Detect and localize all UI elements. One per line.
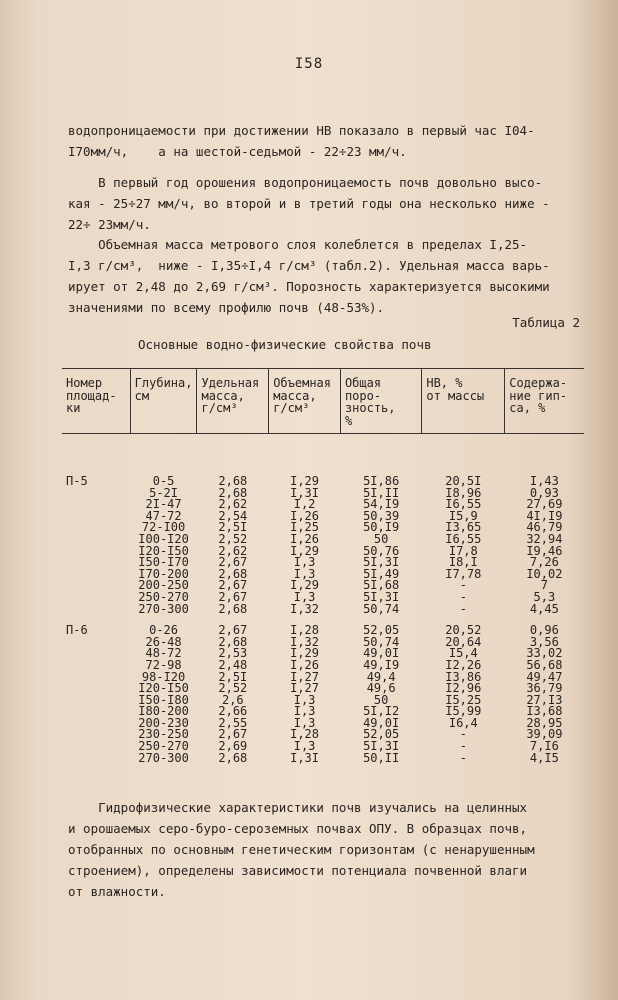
cell-specific-mass: 2,68 — [218, 566, 248, 581]
cell-specific-mass: 2,68 — [218, 601, 248, 616]
table-label: Таблица 2 — [512, 315, 580, 330]
cell-specific-mass: 2,68 — [218, 634, 248, 649]
cell-site — [62, 695, 130, 707]
cell-porosity: 5I,49 — [363, 566, 400, 581]
cell-bulk-density: I,26 — [290, 657, 320, 672]
cell-specific-mass: 2,52 — [218, 681, 248, 696]
cell-field-capacity: I5,99 — [445, 704, 482, 719]
cell-site — [62, 741, 130, 753]
cell-field-capacity: I3,86 — [445, 669, 482, 684]
cell-site — [62, 592, 130, 604]
cell-depth: I20-I50 — [138, 543, 189, 558]
cell-field-capacity: - — [459, 750, 467, 765]
cell-site — [62, 683, 130, 695]
cell-specific-mass: 2,67 — [218, 578, 248, 593]
header-specific-mass: Удельная масса, г/см³ — [197, 369, 269, 434]
cell-site — [62, 488, 130, 500]
cell-field-capacity: - — [459, 589, 467, 604]
cell-field-capacity: - — [459, 578, 467, 593]
cell-field-capacity: I7,8 — [448, 543, 478, 558]
cell-specific-mass: 2,52 — [218, 531, 248, 546]
cell-porosity: 50,74 — [363, 634, 400, 649]
cell-site — [62, 648, 130, 660]
cell-gypsum: 5,3 — [533, 589, 556, 604]
cell-bulk-density: I,29 — [290, 474, 320, 488]
cell-gypsum: 32,94 — [526, 531, 563, 546]
cell-specific-mass: 2,68 — [218, 485, 248, 500]
cell-specific-mass: 2,67 — [218, 555, 248, 570]
paragraph-permeability: водопроницаемости при достижении НВ показало в первый час I04- I70мм/ч, а на шестой-седьмой - 22÷23 мм/ч. — [68, 123, 535, 159]
table-row — [62, 637, 584, 649]
cell-bulk-density: I,3 — [293, 589, 316, 604]
cell-site — [62, 522, 130, 534]
cell-specific-mass: 2,62 — [218, 497, 248, 512]
cell-specific-mass: 2,54 — [218, 508, 248, 523]
paragraph-bulk-density: Объемная масса метрового слоя колеблется в пределах I,25- I,3 г/см³, ниже - I,35÷I,4 г/см³ (табл.2). Удельная масса варь- ирует от 2,48 до 2,69 г/см³. Порозность характеризуется высокими значениями по всему профилю почв (48-53%). — [68, 237, 550, 315]
cell-specific-mass: 2,69 — [218, 739, 248, 754]
cell-gypsum: 46,79 — [526, 520, 563, 535]
table-group-gap — [62, 615, 584, 625]
cell-site — [62, 569, 130, 581]
table-row — [62, 499, 584, 511]
cell-bulk-density: I,3 — [293, 704, 316, 719]
cell-depth: I50-I80 — [138, 692, 189, 707]
cell-site — [62, 706, 130, 718]
header-site: Номер площад- ки — [62, 369, 130, 434]
cell-gypsum: 7,I6 — [529, 739, 559, 754]
cell-site — [62, 546, 130, 558]
cell-depth: 26-48 — [145, 634, 182, 649]
cell-field-capacity: 20,5I — [445, 474, 482, 488]
header-depth: Глубина, см — [130, 369, 197, 434]
cell-site — [62, 534, 130, 546]
cell-depth: 72-I00 — [141, 520, 186, 535]
cell-bulk-density: I,25 — [290, 520, 320, 535]
table-row — [62, 753, 584, 765]
cell-depth: 2I-47 — [145, 497, 182, 512]
cell-bulk-density: I,27 — [290, 681, 320, 696]
cell-gypsum: 49,47 — [526, 669, 563, 684]
table-spacer — [62, 434, 584, 477]
cell-gypsum: 0,93 — [529, 485, 559, 500]
cell-depth: I80-200 — [138, 704, 189, 719]
cell-depth: 200-250 — [138, 578, 189, 593]
cell-depth: 250-270 — [138, 739, 189, 754]
table-row — [62, 660, 584, 672]
cell-specific-mass: 2,6 — [221, 692, 244, 707]
cell-bulk-density: I,3 — [293, 739, 316, 754]
cell-specific-mass: 2,68 — [218, 750, 248, 765]
cell-porosity: 50 — [373, 692, 389, 707]
cell-specific-mass: 2,67 — [218, 589, 248, 604]
cell-field-capacity: - — [459, 739, 467, 754]
cell-depth: 47-72 — [145, 508, 182, 523]
cell-bulk-density: I,3 — [293, 566, 316, 581]
cell-field-capacity: 20,52 — [445, 623, 482, 638]
cell-depth: I70-200 — [138, 566, 189, 581]
cell-specific-mass: 2,67 — [218, 623, 248, 638]
cell-gypsum: 28,95 — [526, 715, 563, 730]
cell-depth: 270-300 — [138, 601, 189, 616]
cell-porosity: 5I,86 — [363, 474, 400, 488]
cell-porosity: 5I,I2 — [363, 704, 400, 719]
cell-gypsum: I3,68 — [526, 704, 563, 719]
cell-porosity: 50,I9 — [363, 520, 400, 535]
cell-site — [62, 604, 130, 616]
page-number: I58 — [294, 56, 324, 72]
cell-porosity: 5I,II — [363, 485, 400, 500]
cell-field-capacity: I8,I — [448, 555, 478, 570]
cell-site — [62, 637, 130, 649]
cell-site — [62, 580, 130, 592]
cell-porosity: 50,39 — [363, 508, 400, 523]
cell-bulk-density: I,27 — [290, 669, 320, 684]
cell-depth: 72-98 — [145, 657, 182, 672]
cell-depth: 5-2I — [149, 485, 179, 500]
cell-site — [62, 499, 130, 511]
cell-specific-mass: 2,5I — [218, 520, 248, 535]
cell-porosity: 52,05 — [363, 623, 400, 638]
table-row — [62, 625, 584, 637]
cell-field-capacity: I2,26 — [445, 657, 482, 672]
cell-gypsum: 27,I3 — [526, 692, 563, 707]
cell-porosity: 50,74 — [363, 601, 400, 616]
cell-specific-mass: 2,55 — [218, 715, 248, 730]
cell-bulk-density: I,2 — [293, 497, 316, 512]
cell-bulk-density: I,29 — [290, 543, 320, 558]
soil-properties-table — [62, 368, 584, 764]
cell-porosity: 5I,3I — [363, 739, 400, 754]
cell-site — [62, 660, 130, 672]
header-field-capacity: НВ, % от массы — [422, 369, 505, 434]
cell-specific-mass: 2,48 — [218, 657, 248, 672]
cell-field-capacity: I3,65 — [445, 520, 482, 535]
cell-site: П-5 — [66, 474, 88, 488]
cell-bulk-density: I,26 — [290, 508, 320, 523]
cell-field-capacity: I8,96 — [445, 485, 482, 500]
cell-bulk-density: I,3 — [293, 715, 316, 730]
cell-bulk-density: I,32 — [290, 634, 320, 649]
cell-specific-mass: 2,5I — [218, 669, 248, 684]
cell-specific-mass: 2,66 — [218, 704, 248, 719]
cell-bulk-density: I,3 — [293, 692, 316, 707]
cell-bulk-density: I,3I — [290, 750, 320, 765]
cell-bulk-density: I,29 — [290, 578, 320, 593]
table-row — [62, 511, 584, 523]
cell-porosity: 49,0I — [363, 646, 400, 661]
cell-bulk-density: I,3I — [290, 485, 320, 500]
cell-gypsum: I9,46 — [526, 543, 563, 558]
cell-porosity: 52,05 — [363, 727, 400, 742]
cell-porosity: 50,II — [363, 750, 400, 765]
cell-depth: 98-I20 — [141, 669, 186, 684]
cell-bulk-density: I,3 — [293, 555, 316, 570]
cell-field-capacity: I5,25 — [445, 692, 482, 707]
cell-porosity: 5I,3I — [363, 555, 400, 570]
cell-porosity: 49,6 — [366, 681, 396, 696]
cell-porosity: 50 — [373, 531, 389, 546]
cell-bulk-density: I,28 — [290, 623, 320, 638]
cell-depth: 270-300 — [138, 750, 189, 765]
cell-gypsum: 4,45 — [529, 601, 559, 616]
cell-gypsum: 27,69 — [526, 497, 563, 512]
cell-field-capacity: 20,64 — [445, 634, 482, 649]
cell-depth: 250-270 — [138, 589, 189, 604]
cell-depth: 230-250 — [138, 727, 189, 742]
table-title: Основные водно-физические свойства почв — [138, 337, 432, 352]
cell-specific-mass: 2,68 — [218, 474, 248, 488]
cell-specific-mass: 2,53 — [218, 646, 248, 661]
paragraph-hydrophysical: Гидрофизические характеристики почв изучались на целинных и орошаемых серо-буро-сероземных почвах ОПУ. В образцах почв, отобранных по основным генетическим горизонтам (с ненарушенным строением), определены зависимости потенциала почвенной влаги от влажности. — [68, 800, 535, 899]
header-gypsum: Содержа- ние гип- са, % — [505, 369, 584, 434]
table-caption — [68, 312, 580, 356]
cell-depth: I50-I70 — [138, 555, 189, 570]
cell-site — [62, 753, 130, 765]
cell-gypsum: 7 — [540, 578, 548, 593]
cell-site — [62, 557, 130, 569]
paragraph-first-year: В первый год орошения водопроницаемость почв довольно высо- кая - 25÷27 мм/ч, во второй и в третий годы она несколько ниже - 22÷ 23мм/ч. — [68, 175, 550, 232]
table-row — [62, 604, 584, 616]
cell-depth: I00-I20 — [138, 531, 189, 546]
table-row — [62, 648, 584, 660]
cell-gypsum: 3,56 — [529, 634, 559, 649]
cell-bulk-density: I,29 — [290, 646, 320, 661]
cell-field-capacity: - — [459, 601, 467, 616]
cell-gypsum: 56,68 — [526, 657, 563, 672]
cell-site — [62, 718, 130, 730]
header-bulk-density: Объемная масса, г/см³ — [269, 369, 341, 434]
cell-bulk-density: I,26 — [290, 531, 320, 546]
cell-bulk-density: I,32 — [290, 601, 320, 616]
cell-field-capacity: I7,78 — [445, 566, 482, 581]
cell-gypsum: 36,79 — [526, 681, 563, 696]
cell-field-capacity: I6,55 — [445, 531, 482, 546]
cell-gypsum: I0,02 — [526, 566, 563, 581]
cell-site — [62, 729, 130, 741]
cell-gypsum: I,43 — [529, 474, 559, 488]
cell-gypsum: 4,I5 — [529, 750, 559, 765]
cell-porosity: 54,I9 — [363, 497, 400, 512]
cell-depth: 0-26 — [149, 623, 179, 638]
cell-field-capacity: I5,4 — [448, 646, 478, 661]
cell-depth: 0-5 — [152, 474, 175, 488]
cell-site — [62, 672, 130, 684]
cell-specific-mass: 2,62 — [218, 543, 248, 558]
cell-porosity: 49,4 — [366, 669, 396, 684]
cell-field-capacity: I6,55 — [445, 497, 482, 512]
table-header-row — [62, 369, 584, 434]
cell-specific-mass: 2,67 — [218, 727, 248, 742]
cell-bulk-density: I,28 — [290, 727, 320, 742]
cell-depth: I20-I50 — [138, 681, 189, 696]
cell-porosity: 49,I9 — [363, 657, 400, 672]
cell-field-capacity: - — [459, 727, 467, 742]
cell-depth: 48-72 — [145, 646, 182, 661]
cell-gypsum: 39,09 — [526, 727, 563, 742]
cell-porosity: 50,76 — [363, 543, 400, 558]
cell-depth: 200-230 — [138, 715, 189, 730]
cell-field-capacity: I5,9 — [448, 508, 478, 523]
cell-porosity: 5I,68 — [363, 578, 400, 593]
cell-gypsum: 7,26 — [529, 555, 559, 570]
cell-gypsum: 0,96 — [529, 623, 559, 638]
cell-porosity: 5I,3I — [363, 589, 400, 604]
table-row — [62, 476, 584, 488]
cell-field-capacity: I6,4 — [448, 715, 478, 730]
cell-gypsum: 4I,I9 — [526, 508, 563, 523]
cell-gypsum: 33,02 — [526, 646, 563, 661]
cell-field-capacity: I2,96 — [445, 681, 482, 696]
cell-porosity: 49,0I — [363, 715, 400, 730]
table-row — [62, 488, 584, 500]
cell-site: П-6 — [66, 623, 88, 638]
header-porosity: Общая поро- зность, % — [340, 369, 421, 434]
table-body — [62, 434, 584, 765]
cell-site — [62, 511, 130, 523]
